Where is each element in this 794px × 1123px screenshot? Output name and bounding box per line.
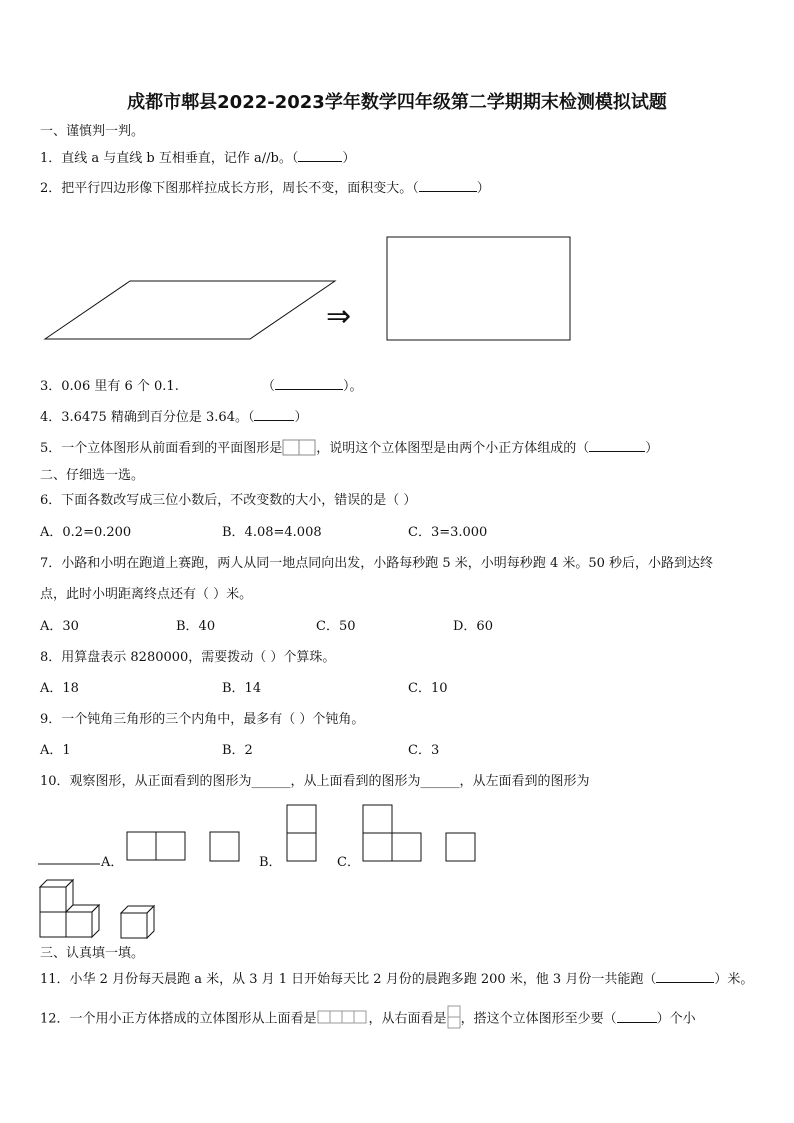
q7-option-a[interactable]: A．30 bbox=[40, 619, 79, 634]
q7-option-b[interactable]: B．40 bbox=[176, 619, 216, 634]
question-6: 6．下面各数改写成三位小数后，不改变数的大小，错误的是（ ） bbox=[40, 493, 417, 508]
q8-option-a[interactable]: A．18 bbox=[40, 681, 79, 696]
q10-label-c: C． bbox=[337, 855, 360, 870]
question-2-text: 2．把平行四边形像下图那样拉成长方形，周长不变，面积变大。（ bbox=[40, 181, 419, 196]
question-2-end: ） bbox=[476, 181, 490, 196]
question-3-text: 3．0.06 里有 6 个 0.1. bbox=[40, 379, 179, 394]
question-11-text: 11．小华 2 月份每天晨跑 a 米，从 3 月 1 日开始每天比 2 月份的晨跑多跑 200 米，他 3 月份一共能跑（ bbox=[40, 972, 657, 987]
question-5-end: ） bbox=[645, 441, 659, 456]
section-heading-3: 三、认真填一填。 bbox=[40, 946, 145, 961]
question-12-text-a: 12．一个用小正方体搭成的立体图形从上面看是 bbox=[40, 1011, 317, 1027]
question-12-text-b: ，从右面看是 bbox=[368, 1011, 447, 1027]
q6-option-a[interactable]: A．0.2=0.200 bbox=[40, 525, 132, 540]
question-11-end: ）米。 bbox=[714, 972, 754, 987]
option-c-square-2 bbox=[363, 833, 392, 861]
q9-option-b[interactable]: B．2 bbox=[222, 743, 253, 758]
section-heading-1: 一、谨慎判一判。 bbox=[40, 124, 145, 139]
answer-blank[interactable] bbox=[656, 970, 714, 983]
question-1-text: 1．直线 a 与直线 b 互相垂直，记作 a//b。（ bbox=[40, 151, 299, 166]
question-3-end: ）。 bbox=[343, 379, 363, 394]
question-11 bbox=[40, 968, 753, 987]
q7-option-c[interactable]: C．50 bbox=[316, 619, 356, 634]
question-9: 9．一个钝角三角形的三个内角中，最多有（ ）个钝角。 bbox=[40, 712, 365, 727]
q8-option-b[interactable]: B．14 bbox=[222, 681, 262, 696]
option-c-square-3 bbox=[392, 833, 421, 861]
q8-option-c[interactable]: C．10 bbox=[408, 681, 448, 696]
option-a-square-1 bbox=[127, 832, 156, 860]
option-b-square-1 bbox=[287, 805, 316, 833]
q6-option-c[interactable]: C．3=3.000 bbox=[408, 525, 488, 540]
question-8: 8．用算盘表示 8280000，需要拨动（ ）个算珠。 bbox=[40, 650, 336, 665]
q6-option-b[interactable]: B．4.08=4.008 bbox=[222, 525, 322, 540]
q10-label-a: A． bbox=[101, 855, 124, 870]
question-12 bbox=[40, 1005, 696, 1033]
option-b-square-2 bbox=[287, 833, 316, 861]
cube-stack-figure bbox=[40, 880, 99, 937]
question-5-text-b: ，说明这个立体图型是由两个小正方体组成的（ bbox=[316, 441, 590, 456]
q10-label-b: B． bbox=[259, 855, 282, 870]
page-title: 成都市郫县2022-2023学年数学四年级第二学期期末检测模拟试题 bbox=[127, 92, 667, 113]
option-c-square-4 bbox=[446, 833, 475, 861]
question-12-text-c: ，搭这个立体图形至少要（ bbox=[460, 1011, 617, 1027]
right-view-figure bbox=[447, 1005, 461, 1033]
single-cube-figure bbox=[121, 906, 154, 938]
transform-arrow-icon: ⇒ bbox=[326, 299, 352, 334]
question-4-text: 4．3.6475 精确到百分位是 3.64。（ bbox=[40, 410, 255, 425]
top-view-figure bbox=[317, 1010, 369, 1028]
option-c-square-1 bbox=[363, 805, 392, 833]
question-1-end: ） bbox=[342, 151, 356, 166]
option-a-square-3 bbox=[210, 832, 239, 861]
question-5-text-a: 5．一个立体图形从前面看到的平面图形是 bbox=[40, 441, 283, 456]
question-4-end: ） bbox=[294, 410, 308, 425]
q9-option-c[interactable]: C．3 bbox=[408, 743, 440, 758]
question-3-open: （ bbox=[262, 379, 276, 394]
section-heading-2: 二、仔细选一选。 bbox=[40, 468, 145, 483]
q7-option-d[interactable]: D．60 bbox=[453, 619, 493, 634]
question-7-line-2: 点，此时小明距离终点还有（ ）米。 bbox=[40, 587, 253, 602]
option-a-square-2 bbox=[156, 832, 185, 860]
question-12-end: ）个小 bbox=[656, 1011, 696, 1027]
q9-option-a[interactable]: A．1 bbox=[40, 743, 71, 758]
question-7-line-1: 7．小路和小明在跑道上赛跑，两人从同一地点同向出发，小路每秒跑 5 米，小明每秒跑 4 米。50 秒后，小路到达终 bbox=[40, 556, 714, 571]
answer-blank[interactable] bbox=[617, 1010, 657, 1023]
question-10: 10．观察图形，从正面看到的图形为______，从上面看到的图形为______，从左面看到的图形为 bbox=[40, 774, 590, 789]
